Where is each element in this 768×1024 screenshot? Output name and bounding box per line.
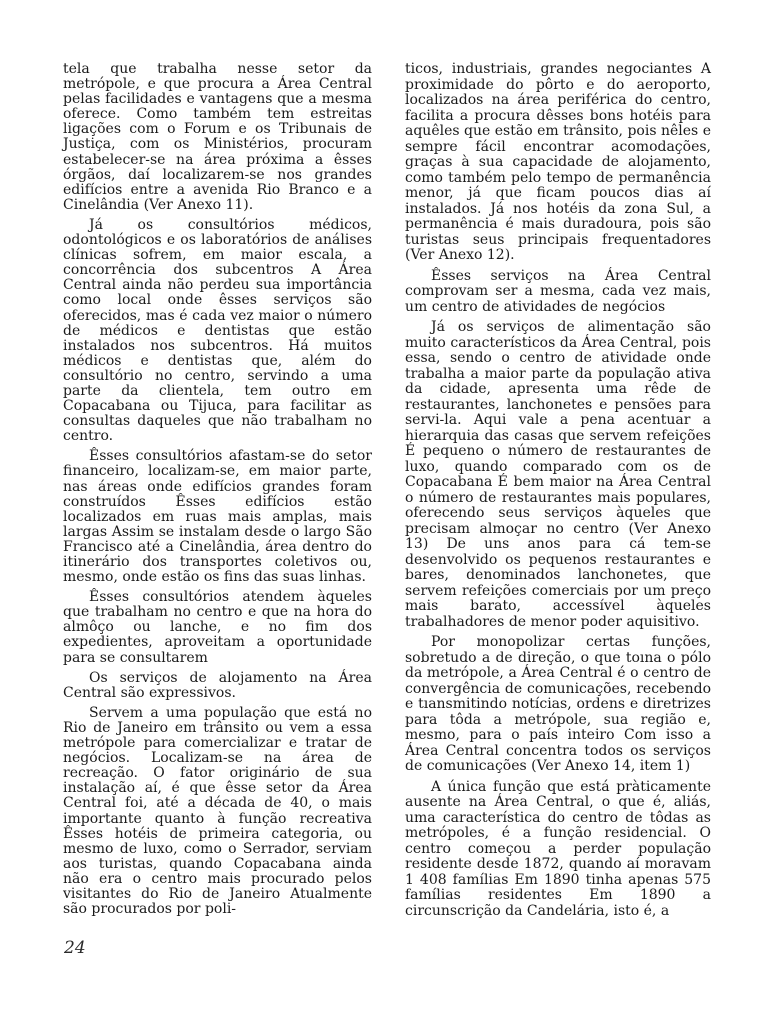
paragraph: Êsses consultórios atendem àqueles que trabalham no centro e que na hora do almôço ou lanche, e no fim dos expedientes, aproveitam a oportunidade para se consultarem [63,589,372,666]
paragraph: A única função que está pràticamente ausente na Área Central, o que é, aliás, uma característica do centro de tôdas as metrópoles, é a função residencial. O centro começou a perder população residente desde 1872, quando aí moravam 1 408 famílias Em 1890 tinha apenas 575 famílias residentes Em 1890 a circunscrição da Candelária, isto é, a [405,778,711,919]
paragraph: Os serviços de alojamento na Área Central são expressivos. [63,669,372,701]
paragraph: ticos, industriais, grandes negociantes A proximidade do pôrto e do aeroporto, localizados na área periférica do centro, facilita a procura dêsses bons hotéis para aquêles que estão em trânsito, pois nêles e sempre fácil encontrar acomodações, graças à sua capacidade de alojamento, como também pelo tempo de permanência menor, já que ficam poucos dias aí instalados. Já nos hotéis da zona Sul, a permanência é mais duradoura, pois são turistas seus principais frequentadores (Ver Anexo 12). [405,61,711,263]
page-number: 24 [64,938,86,958]
paragraph: Já os consultórios médicos, odontológicos e os laboratórios de análises clínicas sofrem, em maior escala, a concorrência dos subcentros A Área Central ainda não perdeu sua importância como local onde êsses serviços são oferecidos, mas é cada vez maior o número de médicos e dentistas que estão instalados nos subcentros. Há muitos médicos e dentistas que, além do consultório no centro, servindo a uma parte da clientela, tem outro em Copacabana ou Tijuca, para facilitar as consultas daqueles que não trabalham no centro. [63,216,372,445]
paragraph: tela que trabalha nesse setor da metrópole, e que procura a Área Central pelas facilidades e vantagens que a mesma oferece. Como também tem estreitas ligações com o Forum e os Tribunais de Justiça, com os Ministérios, procuram estabelecer-se na área próxima a êsses órgãos, daí localizarem-se nos grandes edifícios entre a avenida Rio Branco e a Cinelândia (Ver Anexo 11). [63,61,372,213]
paragraph: Já os serviços de alimentação são muito característicos da Área Central, pois essa, sendo o centro de atividade onde trabalha a maior parte da população ativa da cidade, apresenta uma rêde de restaurantes, lanchonetes e pensões para servi-la. Aqui vale a pena acentuar a hierarquia das casas que servem refeições É pequeno o número de restaurantes de luxo, quando comparado com os de Copacabana É bem maior na Área Central o número de restaurantes mais populares, oferecendo seus serviços àqueles que precisam almoçar no centro (Ver Anexo 13) De uns anos para cá tem-se desenvolvido os pequenos restaurantes e bares, denominados lanchonetes, que servem refeições comerciais por um preço mais barato, accessível àqueles trabalhadores de menor poder aquisitivo. [405,319,711,630]
left-text-column [63,62,372,922]
right-text-column [405,62,711,924]
paragraph: Por monopolizar certas funções, sobretudo a de direção, o que toına o pólo da metrópole, a Área Central é o centro de convergência de comunicações, recebendo e tıansmitindo notícias, ordens e diretrizes para tôda a metrópole, sua região e, mesmo, para o país inteiro Com isso a Área Central concentra todos os serviços de comunicações (Ver Anexo 14, item 1) [405,634,711,774]
paragraph: Servem a uma população que está no Rio de Janeiro em trânsito ou vem a essa metrópole para comercializar e tratar de negócios. Localizam-se na área de recreação. O fator originário de sua instalação aí, é que êsse setor da Área Central foi, até a década de 40, o mais importante quanto à função recreativa Êsses hotéis de primeira categoria, ou mesmo de luxo, como o Serrador, serviam aos turistas, quando Copacabana ainda não era o centro mais procurado pelos visitantes do Rio de Janeiro Atualmente são procurados por poli- [63,704,372,918]
paragraph: Êsses consultórios afastam-se do setor financeiro, localizam-se, em maior parte, nas áreas onde edifícios grandes foram construídos Êsses edifícios estão localizados em ruas mais amplas, mais largas Assim se instalam desde o largo São Francisco até a Cinelândia, área dentro do itinerário dos transportes coletivos ou, mesmo, onde estão os fins das suas linhas. [63,448,372,586]
paragraph: Êsses serviços na Área Central comprovam ser a mesma, cada vez mais, um centro de atividades de negócios [405,267,711,315]
